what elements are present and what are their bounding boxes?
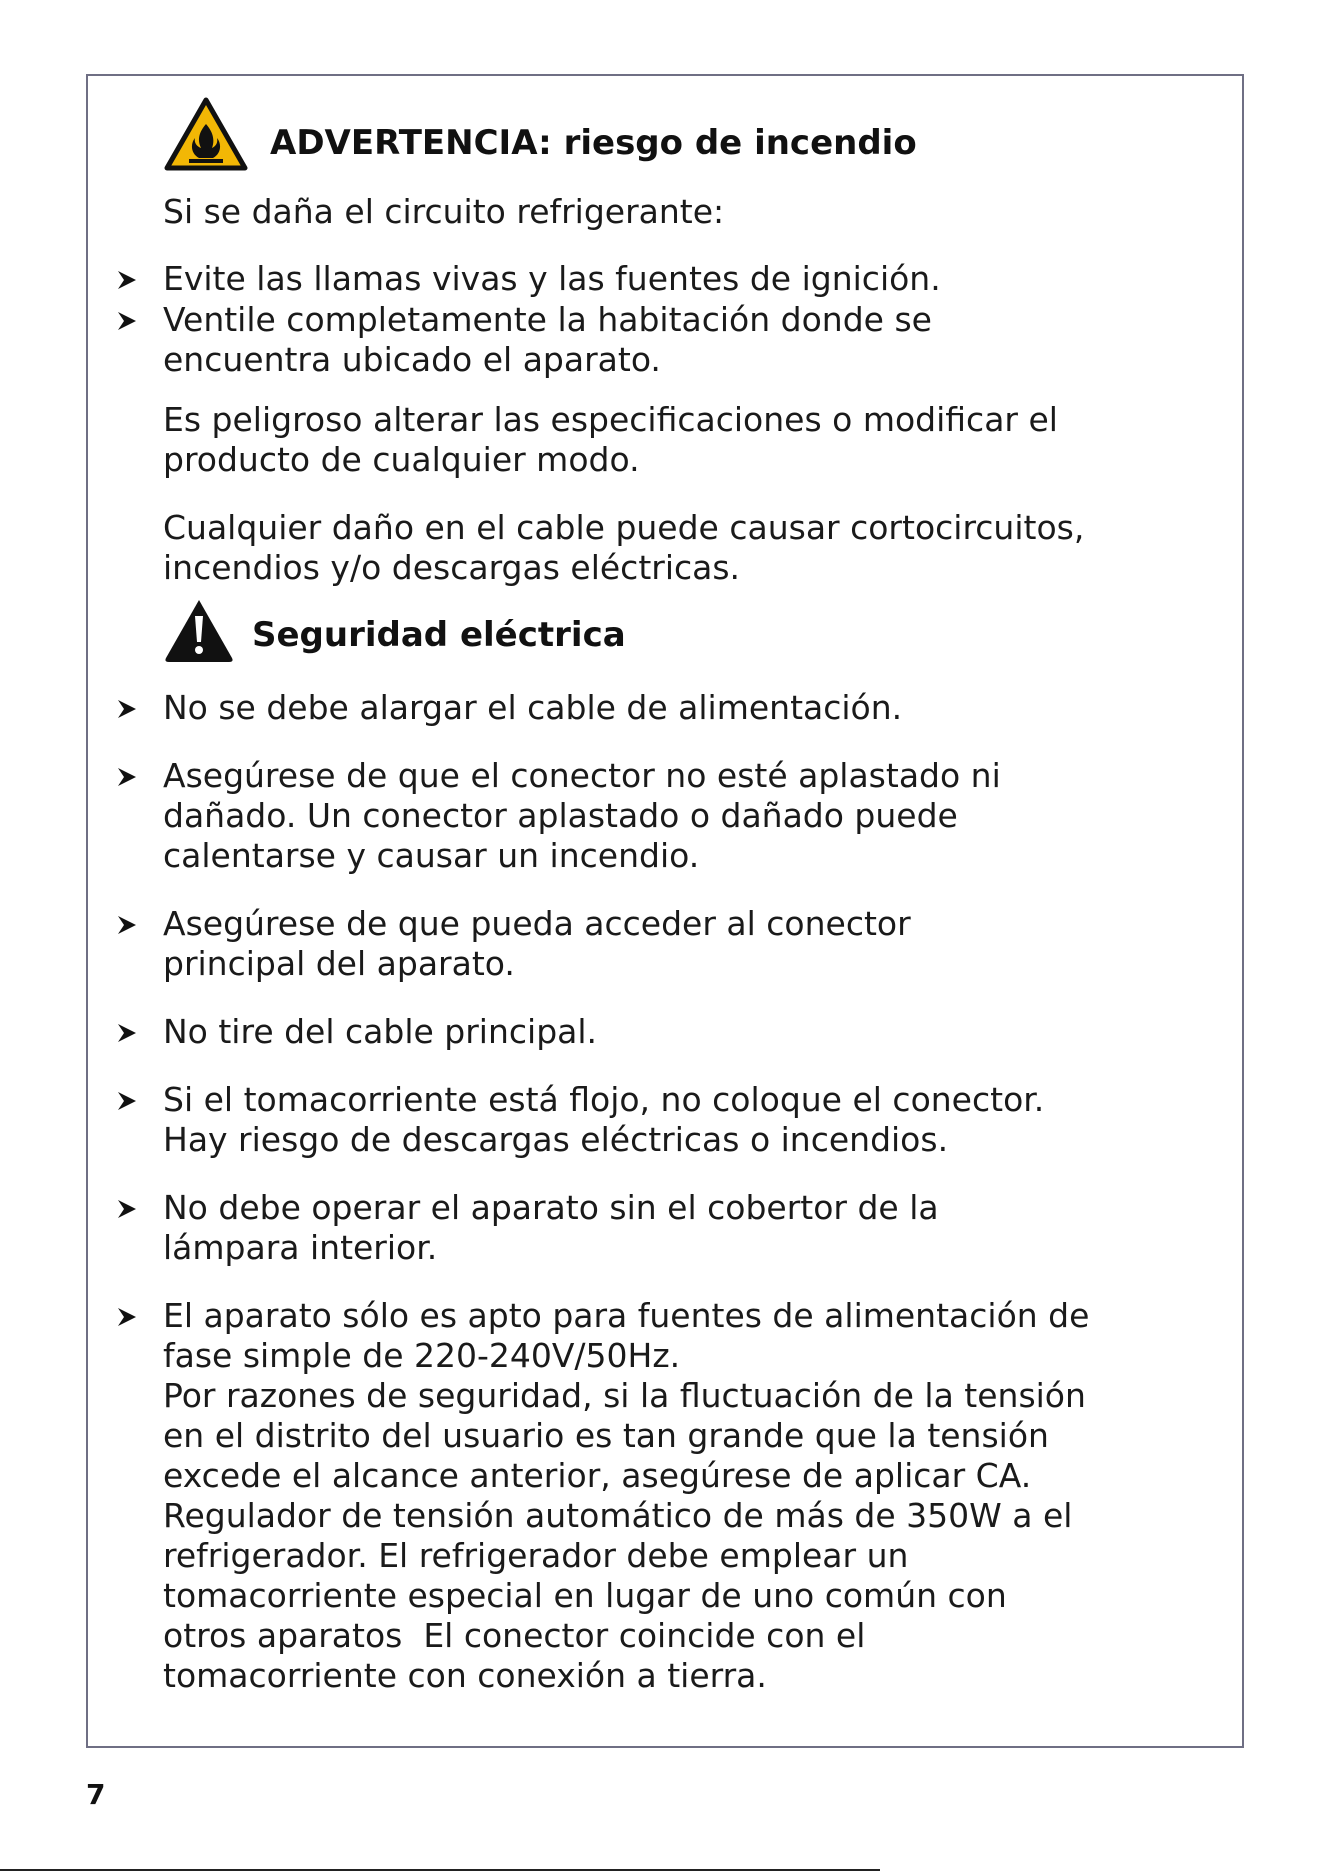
warning-bullet-line: Ventile completamente la habitación donde se xyxy=(163,300,932,339)
warning-paragraph-line: Cualquier daño en el cable puede causar cortocircuitos, xyxy=(163,508,1085,547)
exclamation-warning-icon xyxy=(163,596,235,664)
bottom-rule xyxy=(0,1869,880,1871)
bullet-arrow-icon xyxy=(116,914,146,944)
electrical-title: Seguridad eléctrica xyxy=(252,615,626,655)
electrical-bullet-line: Hay riesgo de descargas eléctricas o incendios. xyxy=(163,1120,949,1159)
bullet-arrow-icon xyxy=(116,698,146,728)
warning-paragraph-line: incendios y/o descargas eléctricas. xyxy=(163,548,741,587)
bullet-arrow-icon xyxy=(116,310,146,340)
electrical-bullet-line: principal del aparato. xyxy=(163,944,515,983)
bullet-arrow-icon xyxy=(116,1022,146,1052)
electrical-bullet-line: en el distrito del usuario es tan grande que la tensión xyxy=(163,1416,1049,1455)
electrical-bullet-line: Asegúrese de que el conector no esté aplastado ni xyxy=(163,756,1001,795)
bullet-arrow-icon xyxy=(116,1198,146,1228)
electrical-bullet-line: Asegúrese de que pueda acceder al conector xyxy=(163,904,911,943)
electrical-bullet-line: Regulador de tensión automático de más de 350W a el xyxy=(163,1496,1073,1535)
electrical-bullet-line: otros aparatos El conector coincide con el xyxy=(163,1616,866,1655)
bullet-arrow-icon xyxy=(116,269,146,299)
electrical-bullet-line: Por razones de seguridad, si la fluctuación de la tensión xyxy=(163,1376,1086,1415)
bullet-arrow-icon xyxy=(116,1306,146,1336)
electrical-bullet-line: dañado. Un conector aplastado o dañado puede xyxy=(163,796,958,835)
warning-paragraph-line: producto de cualquier modo. xyxy=(163,440,640,479)
electrical-bullet-line: fase simple de 220-240V/50Hz. xyxy=(163,1336,681,1375)
electrical-bullet-line: No debe operar el aparato sin el cobertor de la xyxy=(163,1188,939,1227)
warning-title: ADVERTENCIA: riesgo de incendio xyxy=(270,123,917,163)
electrical-bullet-line: tomacorriente con conexión a tierra. xyxy=(163,1656,767,1695)
warning-intro: Si se daña el circuito refrigerante: xyxy=(163,192,725,231)
electrical-bullet-line: calentarse y causar un incendio. xyxy=(163,836,700,875)
electrical-bullet-line: tomacorriente especial en lugar de uno común con xyxy=(163,1576,1007,1615)
electrical-bullet-line: excede el alcance anterior, asegúrese de aplicar CA. xyxy=(163,1456,1032,1495)
electrical-bullet-line: El aparato sólo es apto para fuentes de alimentación de xyxy=(163,1296,1090,1335)
warning-bullet-line: encuentra ubicado el aparato. xyxy=(163,340,661,379)
bullet-arrow-icon xyxy=(116,766,146,796)
electrical-bullet-line: lámpara interior. xyxy=(163,1228,438,1267)
bullet-arrow-icon xyxy=(116,1090,146,1120)
page-number: 7 xyxy=(86,1778,106,1811)
flammable-warning-icon xyxy=(163,96,249,172)
electrical-bullet-line: No se debe alargar el cable de alimentación. xyxy=(163,688,903,727)
electrical-bullet-line: Si el tomacorriente está flojo, no coloque el conector. xyxy=(163,1080,1045,1119)
electrical-bullet-line: refrigerador. El refrigerador debe emplear un xyxy=(163,1536,909,1575)
electrical-bullet-line: No tire del cable principal. xyxy=(163,1012,598,1051)
warning-bullet-line: Evite las llamas vivas y las fuentes de ignición. xyxy=(163,259,941,298)
warning-paragraph-line: Es peligroso alterar las especificaciones o modificar el xyxy=(163,400,1058,439)
